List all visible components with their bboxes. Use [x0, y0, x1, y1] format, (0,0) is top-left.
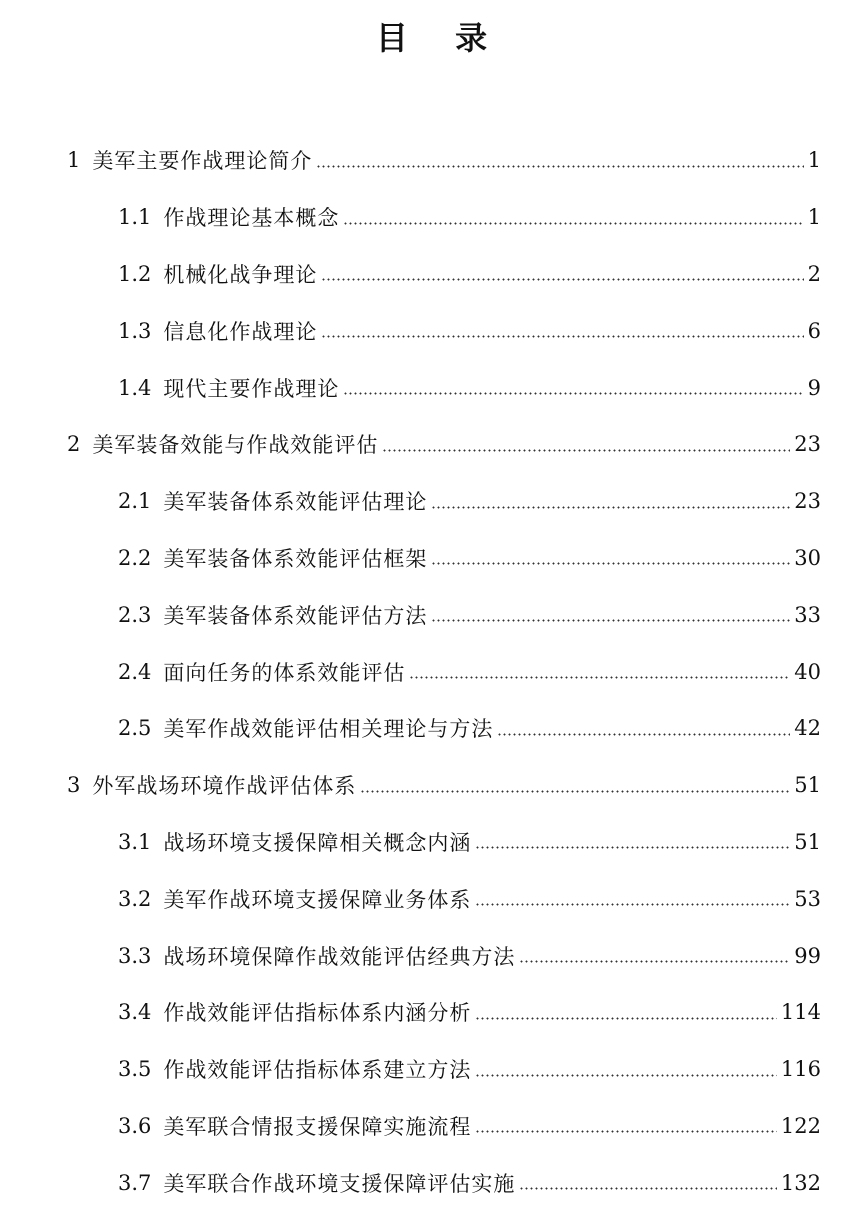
toc-entry-title: 美军装备体系效能评估方法: [163, 603, 428, 628]
toc-entry-number: 3.5: [118, 1057, 152, 1082]
toc-dot-leader: [343, 222, 803, 225]
toc-entry-number: 3.3: [118, 943, 152, 968]
toc-section-entry[interactable]: [0, 246, 863, 303]
toc-entry-title: 美军装备体系效能评估框架: [163, 546, 428, 571]
toc-entry-number: 2.2: [118, 545, 152, 570]
toc-entry-page-number: 30: [794, 545, 821, 570]
toc-list: [0, 132, 863, 1211]
toc-entry-page-number: 99: [794, 943, 821, 968]
toc-section-entry[interactable]: [0, 359, 863, 416]
toc-chapter-entry[interactable]: [0, 757, 863, 814]
toc-entry-page-number: 33: [794, 602, 821, 627]
toc-entry-title: 现代主要作战理论: [163, 376, 340, 401]
toc-entry-title: 战场环境保障作战效能评估经典方法: [163, 944, 516, 969]
toc-entry-title: 信息化作战理论: [163, 319, 318, 344]
toc-section-entry[interactable]: [0, 643, 863, 700]
toc-entry-title: 作战理论基本概念: [163, 206, 340, 231]
toc-entry-number: 3.2: [118, 886, 152, 911]
toc-dot-leader: [382, 449, 790, 452]
toc-section-entry[interactable]: [0, 870, 863, 927]
toc-dot-leader: [409, 676, 790, 679]
toc-entry-page-number: 6: [807, 318, 821, 343]
toc-section-entry[interactable]: [0, 586, 863, 643]
toc-entry-page-number: 53: [794, 886, 821, 911]
toc-dot-leader: [519, 960, 790, 963]
toc-entry-title: 美军联合情报支援保障实施流程: [163, 1114, 472, 1139]
toc-entry-page-number: 2: [807, 261, 821, 286]
toc-entry-page-number: 51: [794, 773, 821, 798]
toc-section-entry[interactable]: [0, 984, 863, 1041]
toc-dot-leader: [360, 790, 790, 793]
toc-entry-number: 1.1: [118, 205, 152, 230]
toc-entry-title: 美军作战效能评估相关理论与方法: [163, 717, 494, 742]
toc-dot-leader: [475, 846, 790, 849]
toc-entry-title: 作战效能评估指标体系内涵分析: [163, 1001, 472, 1026]
toc-entry-page-number: 51: [794, 829, 821, 854]
toc-dot-leader: [321, 278, 803, 281]
toc-dot-leader: [316, 165, 803, 168]
toc-entry-page-number: 23: [794, 432, 821, 457]
toc-entry-title: 外军战场环境作战评估体系: [92, 774, 357, 799]
toc-entry-page-number: 1: [807, 205, 821, 230]
toc-entry-title: 战场环境支援保障相关概念内涵: [163, 830, 472, 855]
toc-entry-number: 3.6: [118, 1113, 152, 1138]
toc-entry-title: 美军联合作战环境支援保障评估实施: [163, 1171, 516, 1196]
toc-entry-title: 美军主要作战理论简介: [92, 149, 313, 174]
toc-chapter-entry[interactable]: [0, 132, 863, 189]
toc-entry-title: 机械化战争理论: [163, 262, 318, 287]
toc-dot-leader: [475, 903, 790, 906]
toc-entry-number: 2: [67, 432, 81, 457]
toc-entry-number: 1.3: [118, 318, 152, 343]
toc-entry-number: 1: [67, 148, 81, 173]
toc-entry-page-number: 1: [807, 148, 821, 173]
toc-section-entry[interactable]: [0, 700, 863, 757]
toc-entry-number: 3: [67, 773, 81, 798]
toc-entry-number: 2.4: [118, 659, 152, 684]
toc-section-entry[interactable]: [0, 302, 863, 359]
toc-section-entry[interactable]: [0, 1041, 863, 1098]
toc-entry-page-number: 132: [780, 1170, 821, 1195]
toc-entry-page-number: 122: [780, 1113, 821, 1138]
toc-chapter-entry[interactable]: [0, 416, 863, 473]
toc-entry-page-number: 116: [780, 1057, 821, 1082]
toc-section-entry[interactable]: [0, 1098, 863, 1155]
toc-dot-leader: [321, 335, 803, 338]
toc-entry-title: 美军作战环境支援保障业务体系: [163, 887, 472, 912]
toc-dot-leader: [519, 1187, 777, 1190]
toc-dot-leader: [475, 1074, 777, 1077]
toc-dot-leader: [475, 1017, 777, 1020]
toc-dot-leader: [475, 1130, 777, 1133]
toc-entry-number: 2.5: [118, 716, 152, 741]
toc-entry-title: 面向任务的体系效能评估: [163, 660, 406, 685]
toc-section-entry[interactable]: [0, 927, 863, 984]
toc-dot-leader: [343, 392, 803, 395]
toc-dot-leader: [431, 562, 790, 565]
toc-section-entry[interactable]: [0, 189, 863, 246]
toc-section-entry[interactable]: [0, 1154, 863, 1211]
toc-entry-number: 1.4: [118, 375, 152, 400]
toc-entry-page-number: 9: [807, 375, 821, 400]
toc-entry-title: 美军装备体系效能评估理论: [163, 490, 428, 515]
toc-entry-number: 2.3: [118, 602, 152, 627]
toc-entry-page-number: 23: [794, 489, 821, 514]
toc-section-entry[interactable]: [0, 530, 863, 587]
toc-entry-page-number: 114: [780, 1000, 821, 1025]
toc-dot-leader: [431, 506, 790, 509]
toc-entry-title: 美军装备效能与作战效能评估: [92, 433, 379, 458]
toc-entry-title: 作战效能评估指标体系建立方法: [163, 1058, 472, 1083]
toc-entry-page-number: 42: [794, 716, 821, 741]
toc-entry-number: 1.2: [118, 261, 152, 286]
toc-entry-number: 2.1: [118, 489, 152, 514]
toc-entry-number: 3.7: [118, 1170, 152, 1195]
toc-entry-number: 3.4: [118, 1000, 152, 1025]
toc-title: 目 录: [375, 19, 506, 57]
toc-dot-leader: [497, 733, 790, 736]
toc-section-entry[interactable]: [0, 814, 863, 871]
toc-entry-number: 3.1: [118, 829, 152, 854]
toc-entry-page-number: 40: [794, 659, 821, 684]
toc-dot-leader: [431, 619, 790, 622]
toc-section-entry[interactable]: [0, 473, 863, 530]
